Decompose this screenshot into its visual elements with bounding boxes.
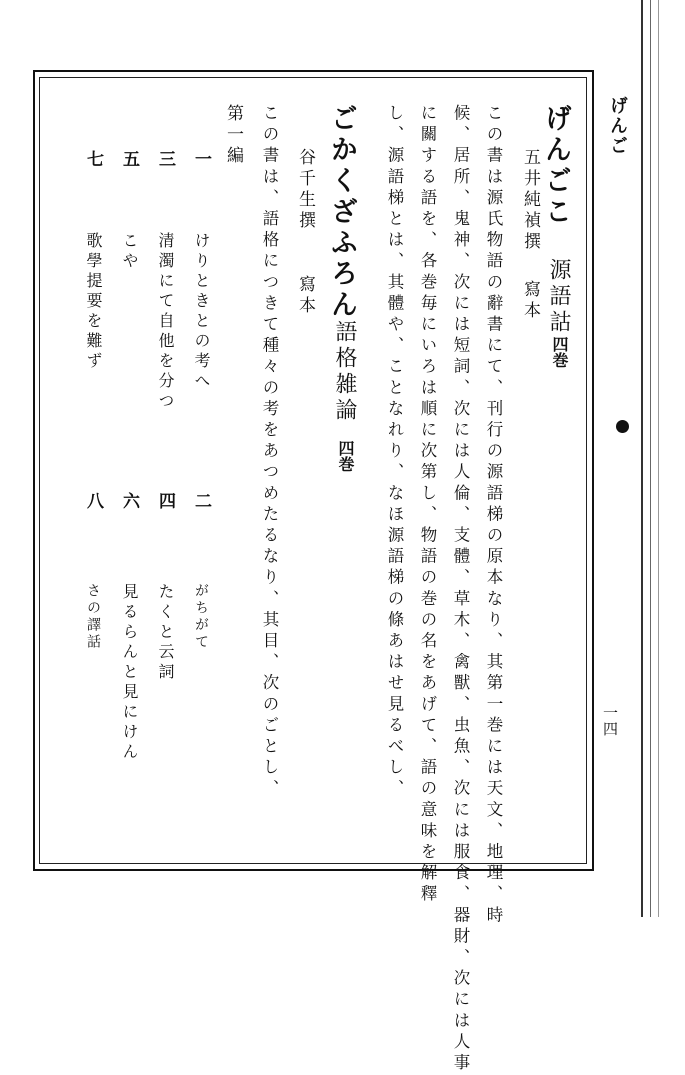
scan-edge-line [650, 0, 651, 917]
entry-manuscript: 寫本 [520, 280, 540, 322]
toc-item-number: 八 [83, 492, 103, 509]
entry-headword: げんごこ [540, 104, 571, 228]
toc-item-label: さの譯話 [85, 583, 101, 651]
section-heading: 第一編 [223, 104, 243, 167]
entry-body-line: 候、居所、鬼神、次には短詞、次には人倫、支體、草木、禽獸、虫魚、次には服食、器財、次には人事 [451, 104, 470, 1075]
toc-item-label: 清濁にて自他を分つ [156, 232, 175, 412]
toc-item-number: 二 [191, 492, 211, 509]
toc-item-number: 五 [119, 150, 139, 167]
toc-item-label: こや [120, 232, 139, 272]
page-number: 一四 [601, 705, 619, 737]
entry-author: 五井純禎撰 [520, 148, 540, 253]
entry-volumes: 四巻 [550, 336, 569, 368]
toc-item-label: 歌學提要を難ず [84, 232, 103, 372]
entry-title: 語格雑論 [332, 320, 357, 424]
toc-item-number: 三 [155, 150, 175, 167]
running-head: げんご [607, 96, 628, 156]
entry-body-line: に關する語を、各巻毎にいろは順に次第し、物語の巻の名をあげて、語の意味を解釋 [418, 104, 437, 906]
toc-item-label: たくと云詞 [156, 583, 175, 683]
entry-body-line: この書は源氏物語の辭書にて、刊行の源語梯の原本なり、其第一巻には天文、地理、時 [484, 104, 503, 927]
scan-edge-line [658, 0, 659, 917]
toc-item-number: 七 [83, 150, 103, 167]
toc-item-number: 一 [191, 150, 211, 167]
entry-body-line: この書は、語格につきて種々の考をあつめたるなり、其目、次のごとし、 [260, 104, 279, 801]
toc-item-label: けりときとの考へ [192, 232, 211, 392]
entry-title: 源語詁 [546, 258, 571, 336]
toc-item-label: がちがて [193, 583, 209, 651]
toc-item-number: 四 [155, 492, 175, 509]
entry-manuscript: 寫本 [295, 275, 315, 317]
entry-volumes: 四巻 [336, 440, 355, 472]
entry-headword: ごかくざふろん [326, 104, 357, 321]
toc-item-label: 見るらんと見にけん [120, 583, 139, 763]
entry-author: 谷千生撰 [295, 148, 315, 232]
ink-blot [616, 420, 629, 433]
scan-edge-line [641, 0, 643, 917]
entry-body-line: し、源語梯とは、其體や、ことなれり、なほ源語梯の條あはせ見るべし、 [385, 104, 404, 801]
toc-item-number: 六 [119, 492, 139, 509]
